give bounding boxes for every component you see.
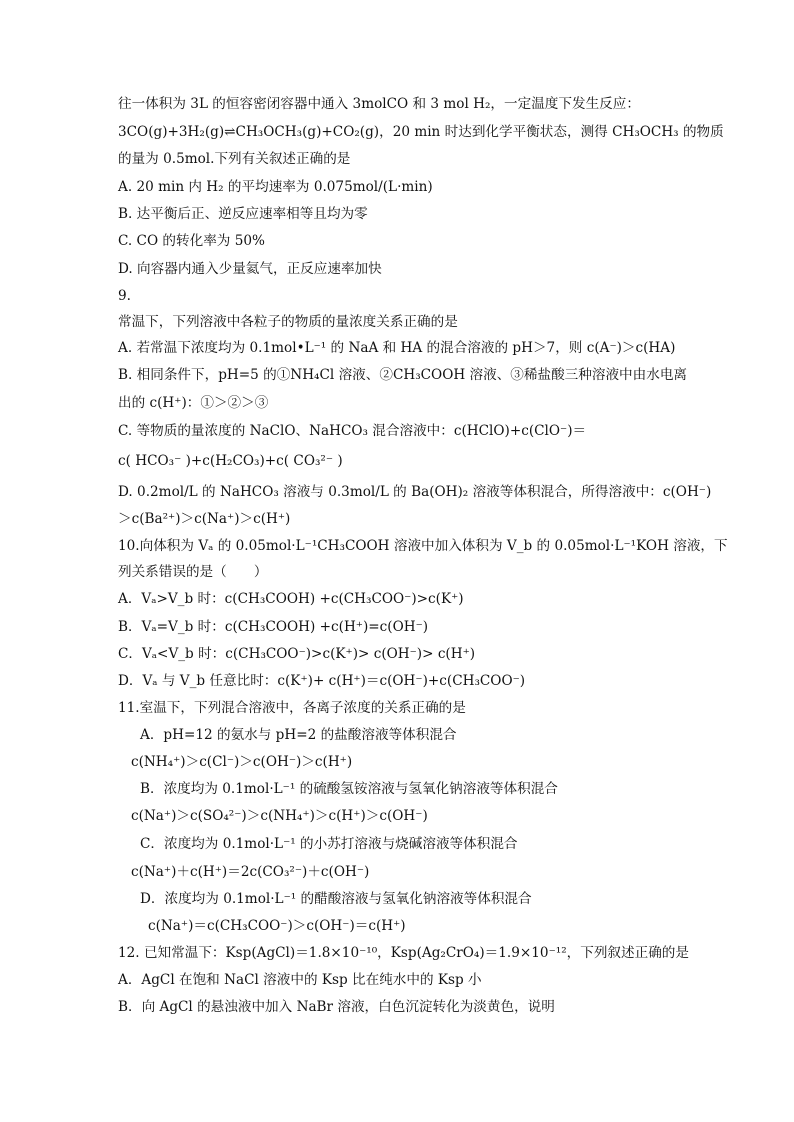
question-9-stem: 常温下，下列溶液中各粒子的物质的量浓度关系正确的是 bbox=[118, 314, 458, 330]
question-8-stem-line-2: 3CO(g)+3H₂(g)⇌CH₃OCH₃(g)+CO₂(g)，20 min 时达到化学平衡状态，测得 CH₃OCH₃ 的物质 bbox=[118, 124, 724, 140]
question-10-option-d: D．Vₐ 与 V_b 任意比时：c(K⁺)+ c(H⁺)＝c(OH⁻)+c(CH₃COO⁻) bbox=[118, 673, 526, 689]
question-11-option-b: B．浓度均为 0.1mol·L⁻¹ 的硫酸氢铵溶液与氢氧化钠溶液等体积混合 bbox=[140, 781, 558, 797]
question-8-option-b: B. 达平衡后正、逆反应速率相等且均为零 bbox=[118, 206, 368, 222]
question-9-option-b-line-2: 出的 c(H⁺)：①＞②＞③ bbox=[118, 395, 269, 411]
question-11-option-c: C．浓度均为 0.1mol·L⁻¹ 的小苏打溶液与烧碱溶液等体积混合 bbox=[140, 836, 518, 852]
question-9-number: 9. bbox=[118, 288, 131, 304]
question-10-option-c: C．Vₐ<V_b 时：c(CH₃COO⁻)>c(K⁺)> c(OH⁻)> c(H⁺) bbox=[118, 646, 476, 662]
question-12-stem: 12. 已知常温下：Ksp(AgCl)＝1.8×10⁻¹⁰，Ksp(Ag₂CrO₄)＝1.9×10⁻¹²，下列叙述正确的是 bbox=[118, 945, 689, 961]
question-9-option-d-line-1: D. 0.2mol/L 的 NaHCO₃ 溶液与 0.3mol/L 的 Ba(OH)₂ 溶液等体积混合，所得溶液中：c(OH⁻) bbox=[118, 484, 712, 500]
question-12-option-b: B．向 AgCl 的悬浊液中加入 NaBr 溶液，白色沉淀转化为淡黄色，说明 bbox=[118, 999, 555, 1015]
question-8-stem-line-3: 的量为 0.5mol.下列有关叙述正确的是 bbox=[118, 151, 351, 167]
question-9-option-b-line-1: B. 相同条件下，pH=5 的①NH₄Cl 溶液、②CH₃COOH 溶液、③稀盐酸三种溶液中由水电离 bbox=[118, 367, 688, 383]
question-11-option-a: A．pH=12 的氨水与 pH=2 的盐酸溶液等体积混合 bbox=[140, 727, 457, 743]
question-8-option-c: C. CO 的转化率为 50% bbox=[118, 233, 265, 249]
question-11-option-d: D．浓度均为 0.1mol·L⁻¹ 的醋酸溶液与氢氧化钠溶液等体积混合 bbox=[140, 891, 532, 907]
question-9-option-c-line-2: c( HCO₃⁻ )+c(H₂CO₃)+c( CO₃²⁻ ) bbox=[118, 453, 343, 469]
question-9-option-c-line-1: C. 等物质的量浓度的 NaClO、NaHCO₃ 混合溶液中：c(HClO)+c(ClO⁻)＝ bbox=[118, 423, 587, 439]
question-11-option-a-relation: c(NH₄⁺)＞c(Cl⁻)＞c(OH⁻)＞c(H⁺) bbox=[131, 754, 353, 770]
question-10-option-b: B．Vₐ=V_b 时：c(CH₃COOH) +c(H⁺)=c(OH⁻) bbox=[118, 619, 429, 635]
question-10-stem-line-1: 10.向体积为 Vₐ 的 0.05mol·L⁻¹CH₃COOH 溶液中加入体积为 V_b 的 0.05mol·L⁻¹KOH 溶液，下 bbox=[118, 538, 728, 554]
question-10-option-a: A．Vₐ>V_b 时：c(CH₃COOH) +c(CH₃COO⁻)>c(K⁺) bbox=[118, 591, 464, 607]
question-10-stem-line-2: 列关系错误的是（ ） bbox=[118, 564, 268, 580]
question-11-stem: 11.室温下，下列混合溶液中，各离子浓度的关系正确的是 bbox=[118, 700, 466, 716]
question-11-option-c-relation: c(Na⁺)＋c(H⁺)＝2c(CO₃²⁻)＋c(OH⁻) bbox=[131, 864, 370, 880]
question-8-option-a: A. 20 min 内 H₂ 的平均速率为 0.075mol/(L·min) bbox=[118, 179, 433, 195]
question-9-option-d-line-2: ＞c(Ba²⁺)＞c(Na⁺)＞c(H⁺) bbox=[118, 511, 291, 527]
question-8-option-d: D. 向容器内通入少量氦气，正反应速率加快 bbox=[118, 261, 382, 277]
question-12-option-a: A．AgCl 在饱和 NaCl 溶液中的 Ksp 比在纯水中的 Ksp 小 bbox=[118, 972, 482, 988]
question-9-option-a: A. 若常温下浓度均为 0.1mol•L⁻¹ 的 NaA 和 HA 的混合溶液的 pH＞7，则 c(A⁻)＞c(HA) bbox=[118, 340, 676, 356]
question-11-option-b-relation: c(Na⁺)＞c(SO₄²⁻)＞c(NH₄⁺)＞c(H⁺)＞c(OH⁻) bbox=[131, 808, 428, 824]
question-11-option-d-relation: c(Na⁺)＝c(CH₃COO⁻)＞c(OH⁻)＝c(H⁺) bbox=[148, 918, 406, 934]
question-8-stem-line-1: 往一体积为 3L 的恒容密闭容器中通入 3molCO 和 3 mol H₂，一定温度下发生反应： bbox=[118, 96, 640, 112]
